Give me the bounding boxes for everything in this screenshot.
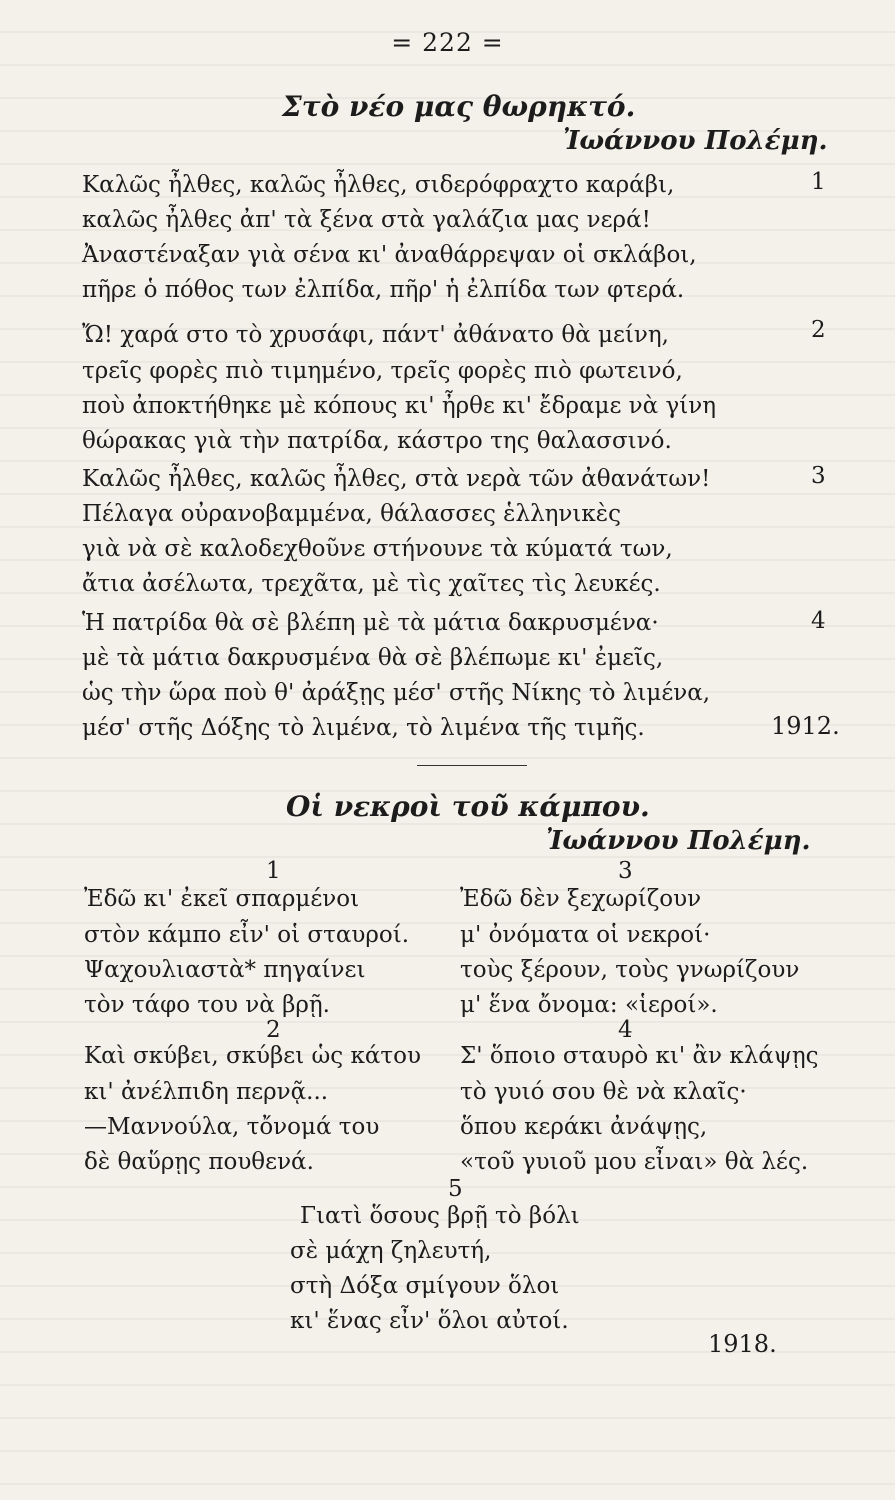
poem2-line: Ἐδῶ κι' ἐκεῖ σπαρμένοι <box>84 886 360 912</box>
poem2-line: δὲ θαὕρῃς πουθενά. <box>84 1149 314 1175</box>
poem2-line: ὅπου κεράκι ἀνάψῃς, <box>460 1114 708 1140</box>
stanza-number: 2 <box>266 1017 281 1043</box>
poem1-line: ποὺ ἀποκτήθηκε μὲ κόπους κι' ἦρθε κι' ἔδραμε νὰ γίνη <box>82 393 717 419</box>
poem2-line: τὸν τάφο του νὰ βρῇ. <box>84 992 330 1018</box>
poem2-line: Σ' ὅποιο σταυρὸ κι' ἂν κλάψῃς <box>460 1043 819 1069</box>
stanza-number: 4 <box>811 608 826 634</box>
poem2-year: 1918. <box>708 1330 777 1358</box>
poem2-author: Ἰωάννου Πολέμη. <box>546 826 811 856</box>
poem1-title: Στὸ νέο μας θωρηκτό. <box>282 90 636 123</box>
poem1-line: Καλῶς ἦλθες, καλῶς ἦλθες, στὰ νερὰ τῶν ἀθανάτων! <box>82 466 711 492</box>
poem1-line: μέσ' στῆς Δόξης τὸ λιμένα, τὸ λιμένα τῆς τιμῆς. <box>82 715 645 741</box>
poem1-line: καλῶς ἦλθες ἀπ' τὰ ξένα στὰ γαλάζια μας νερά! <box>82 207 651 233</box>
poem1-author: Ἰωάννου Πολέμη. <box>563 126 828 156</box>
poem2-line: «τοῦ γυιοῦ μου εἶναι» θὰ λές. <box>460 1149 809 1175</box>
poem1-line: Ἡ πατρίδα θὰ σὲ βλέπη μὲ τὰ μάτια δακρυσμένα· <box>82 610 659 636</box>
poem2-line: τοὺς ξέρουν, τοὺς γνωρίζουν <box>460 957 800 983</box>
poem2-line: στὸν κάμπο εἶν' οἱ σταυροί. <box>84 922 410 948</box>
stanza-number: 1 <box>811 169 826 195</box>
poem1-line: Ἀναστέναξαν γιὰ σένα κι' ἀναθάρρεψαν οἱ σκλάβοι, <box>82 242 697 268</box>
poem1-line: Ὤ! χαρά στο τὸ χρυσάφι, πάντ' ἀθάνατο θὰ μείνη, <box>82 322 669 348</box>
poem2-line: Ψαχουλιαστὰ* πηγαίνει <box>84 957 366 983</box>
poem2-line: Καὶ σκύβει, σκύβει ὡς κάτου <box>84 1043 421 1069</box>
section-divider <box>417 765 527 766</box>
poem2-line: τὸ γυιό σου θὲ νὰ κλαῖς· <box>460 1079 747 1105</box>
poem1-line: ἄτια ἀσέλωτα, τρεχᾶτα, μὲ τὶς χαῖτες τὶς λευκές. <box>82 571 661 597</box>
poem1-line: τρεῖς φορὲς πιὸ τιμημένο, τρεῖς φορὲς πιὸ φωτεινό, <box>82 358 683 384</box>
poem1-line: θώρακας γιὰ τὴν πατρίδα, κάστρο της θαλασσινό. <box>82 428 672 454</box>
stanza-number: 5 <box>448 1176 463 1202</box>
page-number: = 222 = <box>391 28 504 57</box>
poem2-line: Γιατὶ ὅσους βρῇ τὸ βόλι <box>300 1203 580 1229</box>
stanza-number: 3 <box>811 463 826 489</box>
poem2-line: σὲ μάχη ζηλευτή, <box>290 1238 492 1264</box>
stanza-number: 3 <box>618 858 633 884</box>
poem2-line: —Μαννούλα, τὄνομά του <box>84 1114 380 1140</box>
poem2-line: κι' ἀνέλπιδη περνᾷ... <box>84 1079 329 1105</box>
stanza-number: 2 <box>811 317 826 343</box>
poem2-line: στὴ Δόξα σμίγουν ὅλοι <box>290 1273 560 1299</box>
poem1-line: Καλῶς ἦλθες, καλῶς ἦλθες, σιδερόφραχτο καράβι, <box>82 172 675 198</box>
poem1-line: Πέλαγα οὐρανοβαμμένα, θάλασσες ἑλληνικὲς <box>82 501 622 527</box>
poem2-line: κι' ἕνας εἶν' ὅλοι αὐτοί. <box>290 1308 569 1334</box>
poem1-line: πῆρε ὁ πόθος των ἐλπίδα, πῆρ' ἡ ἐλπίδα των φτερά. <box>82 277 685 303</box>
stanza-number: 4 <box>618 1017 633 1043</box>
poem2-line: μ' ἕνα ὄνομα: «ἱεροί». <box>460 992 718 1018</box>
poem1-line: μὲ τὰ μάτια δακρυσμένα θὰ σὲ βλέπωμε κι' ἐμεῖς, <box>82 645 664 671</box>
poem1-line: ὡς τὴν ὥρα ποὺ θ' ἀράξῃς μέσ' στῆς Νίκης τὸ λιμένα, <box>82 680 711 706</box>
poem1-line: γιὰ νὰ σὲ καλοδεχθοῦνε στήνουνε τὰ κύματά των, <box>82 536 673 562</box>
poem1-year: 1912. <box>771 712 840 740</box>
poem2-line: μ' ὀνόματα οἱ νεκροί· <box>460 922 711 948</box>
poem2-title: Οἱ νεκροὶ τοῦ κάμπου. <box>286 790 650 823</box>
poem2-line: Ἐδῶ δὲν ξεχωρίζουν <box>460 886 702 912</box>
stanza-number: 1 <box>266 858 281 884</box>
